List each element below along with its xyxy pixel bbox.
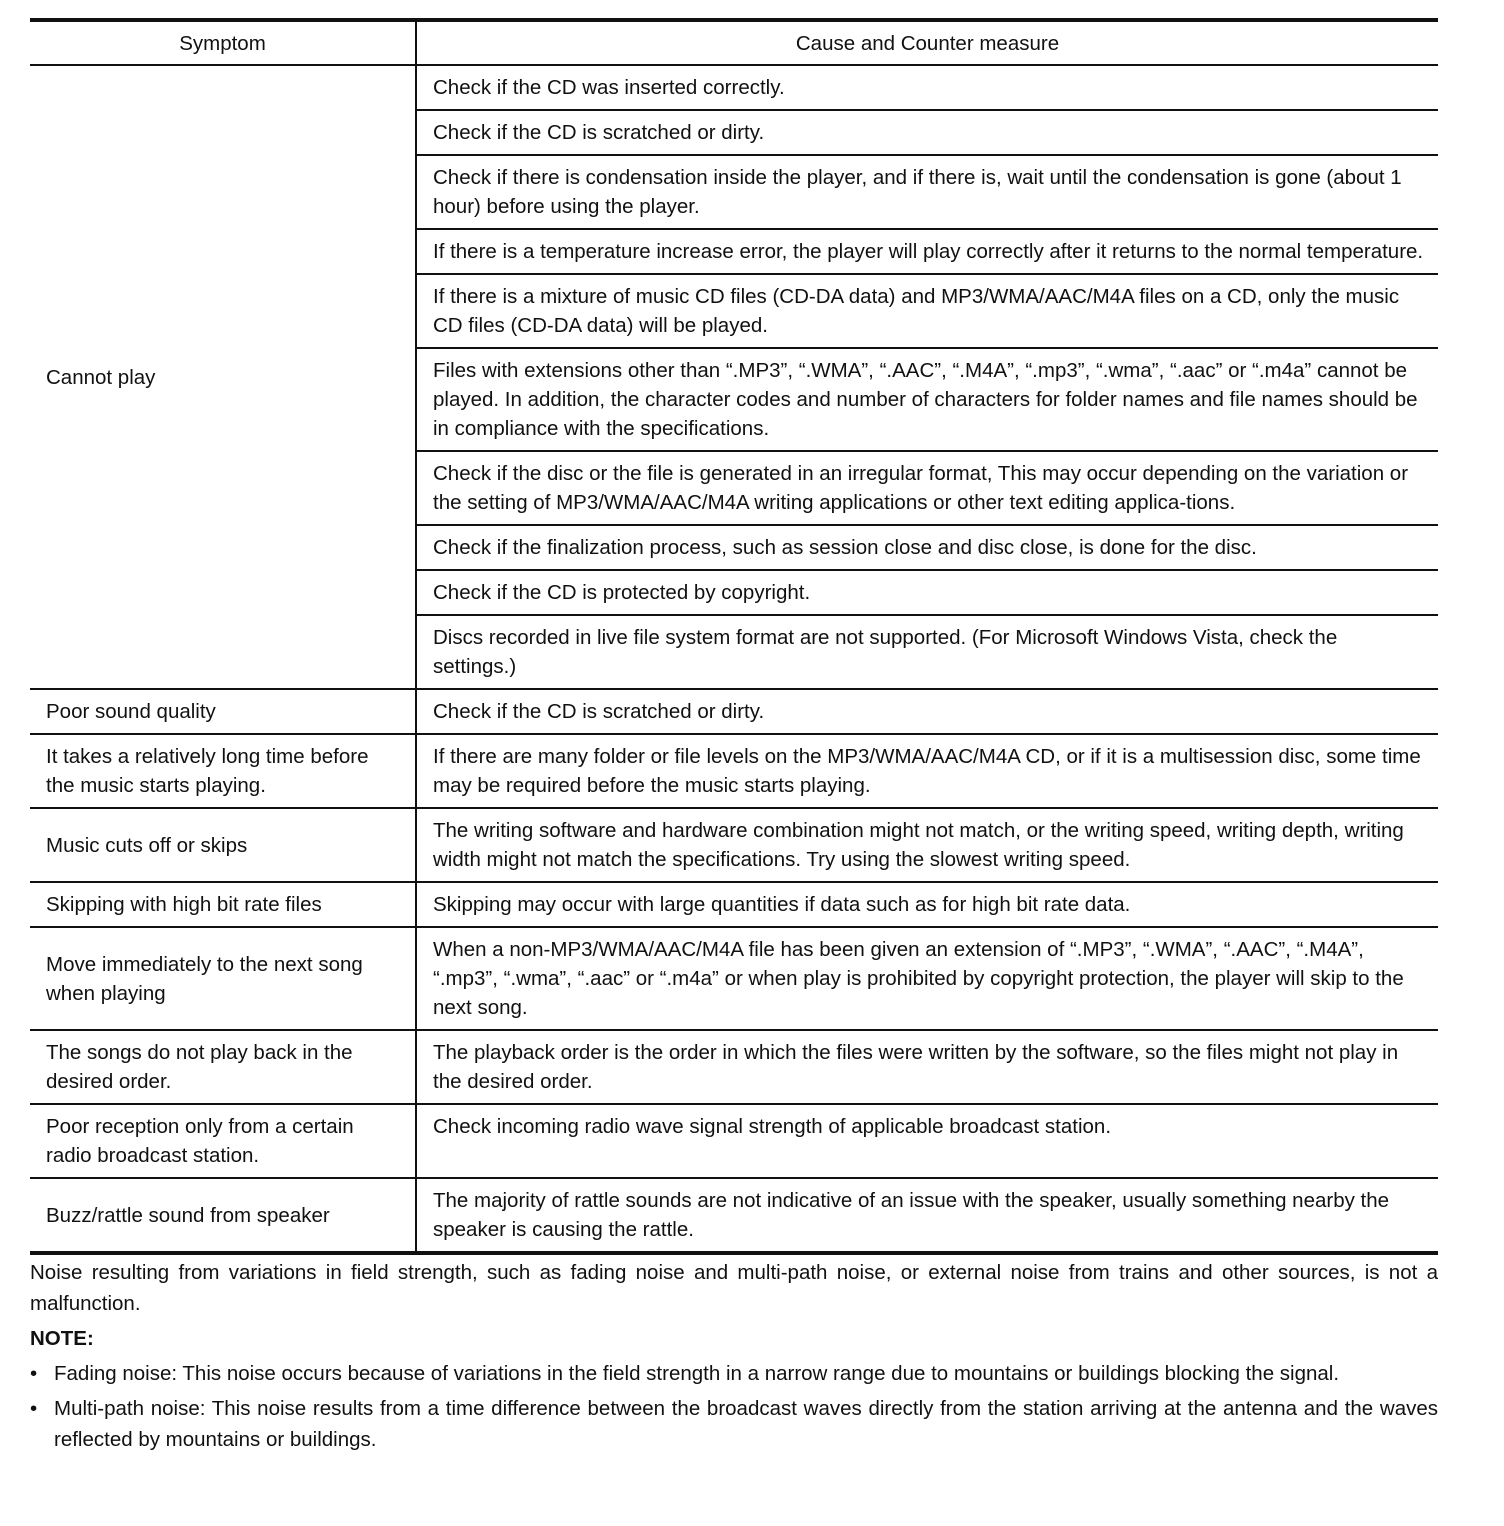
note-item-text: Multi-path noise: This noise results from a time difference between the broadcast waves directly from the station arriving at the antenna and the waves reflected by mountains or buildings. (54, 1397, 1438, 1451)
header-cause: Cause and Counter measure (416, 20, 1438, 65)
symptom-cell: Poor reception only from a certain radio broadcast station. (30, 1104, 416, 1178)
table-row (30, 1104, 1438, 1178)
symptom-cell: It takes a relatively long time before the music starts playing. (30, 734, 416, 808)
table-row (30, 689, 1438, 734)
table-row (30, 927, 1438, 1030)
troubleshooting-table (30, 18, 1438, 1255)
cause-cell: If there are many folder or file levels on the MP3/WMA/AAC/M4A CD, or if it is a multisession disc, some time may be required before the music starts playing. (416, 734, 1438, 808)
document-page (30, 18, 1438, 1459)
notes-section (30, 1257, 1438, 1455)
cause-cell: The majority of rattle sounds are not indicative of an issue with the speaker, usually something nearby the speaker is causing the rattle. (416, 1178, 1438, 1253)
symptom-cell: Poor sound quality (30, 689, 416, 734)
symptom-cell: Music cuts off or skips (30, 808, 416, 882)
table-body (30, 65, 1438, 1253)
note-heading: NOTE: (30, 1327, 94, 1350)
cause-cell: Check if the CD is scratched or dirty. (416, 689, 1438, 734)
cause-cell: Check if the CD was inserted correctly. (416, 65, 1438, 110)
bullet-icon: • (30, 1362, 38, 1385)
cause-cell: Skipping may occur with large quantities if data such as for high bit rate data. (416, 882, 1438, 927)
table-header-row (30, 20, 1438, 65)
cause-cell: If there is a mixture of music CD files (CD-DA data) and MP3/WMA/AAC/M4A files on a CD, only the music CD files (CD-DA data) will be played. (416, 274, 1438, 348)
cause-cell: Check incoming radio wave signal strength of applicable broadcast station. (416, 1104, 1438, 1178)
cause-cell: Check if the CD is protected by copyright. (416, 570, 1438, 615)
symptom-cell: The songs do not play back in the desired order. (30, 1030, 416, 1104)
table-row (30, 734, 1438, 808)
symptom-cell: Skipping with high bit rate files (30, 882, 416, 927)
table-row (30, 65, 1438, 110)
cause-cell: The playback order is the order in which the files were written by the software, so the files might not play in the desired order. (416, 1030, 1438, 1104)
note-list (30, 1358, 1438, 1455)
symptom-cell: Move immediately to the next song when playing (30, 927, 416, 1030)
cause-cell: Check if the disc or the file is generated in an irregular format, This may occur depending on the variation or the setting of MP3/WMA/AAC/M4A writing applications or other text editing applica-tions. (416, 451, 1438, 525)
cause-cell: Discs recorded in live file system format are not supported. (For Microsoft Windows Vista, check the settings.) (416, 615, 1438, 689)
cause-cell: The writing software and hardware combination might not match, or the writing speed, writing depth, writing width might not match the specifications. Try using the slowest writing speed. (416, 808, 1438, 882)
footnote-text: Noise resulting from variations in field strength, such as fading noise and multi-path noise, or external noise from trains and other sources, is not a malfunction. (30, 1261, 1438, 1315)
symptom-cell: Buzz/rattle sound from speaker (30, 1178, 416, 1253)
table-row (30, 1030, 1438, 1104)
table-row (30, 808, 1438, 882)
cause-cell: Check if the CD is scratched or dirty. (416, 110, 1438, 155)
table-row (30, 1178, 1438, 1253)
note-item (30, 1393, 1438, 1455)
cause-cell: Check if there is condensation inside the player, and if there is, wait until the condensation is gone (about 1 hour) before using the player. (416, 155, 1438, 229)
cause-cell: If there is a temperature increase error, the player will play correctly after it returns to the normal temperature. (416, 229, 1438, 274)
note-item (30, 1358, 1438, 1389)
cause-cell: Files with extensions other than “.MP3”, “.WMA”, “.AAC”, “.M4A”, “.mp3”, “.wma”, “.aac” or “.m4a” cannot be played. In addition, the character codes and number of characters for folder names and file names should be in compliance with the specifications. (416, 348, 1438, 451)
table-row (30, 882, 1438, 927)
symptom-cell: Cannot play (30, 65, 416, 689)
bullet-icon: • (30, 1397, 38, 1420)
cause-cell: Check if the finalization process, such as session close and disc close, is done for the disc. (416, 525, 1438, 570)
cause-cell: When a non-MP3/WMA/AAC/M4A file has been given an extension of “.MP3”, “.WMA”, “.AAC”, “.M4A”, “.mp3”, “.wma”, “.aac” or “.m4a” or when play is prohibited by copyright protection, the player will skip to the next song. (416, 927, 1438, 1030)
note-item-text: Fading noise: This noise occurs because of variations in the field strength in a narrow range due to mountains or buildings blocking the signal. (54, 1362, 1340, 1385)
header-symptom: Symptom (30, 20, 416, 65)
